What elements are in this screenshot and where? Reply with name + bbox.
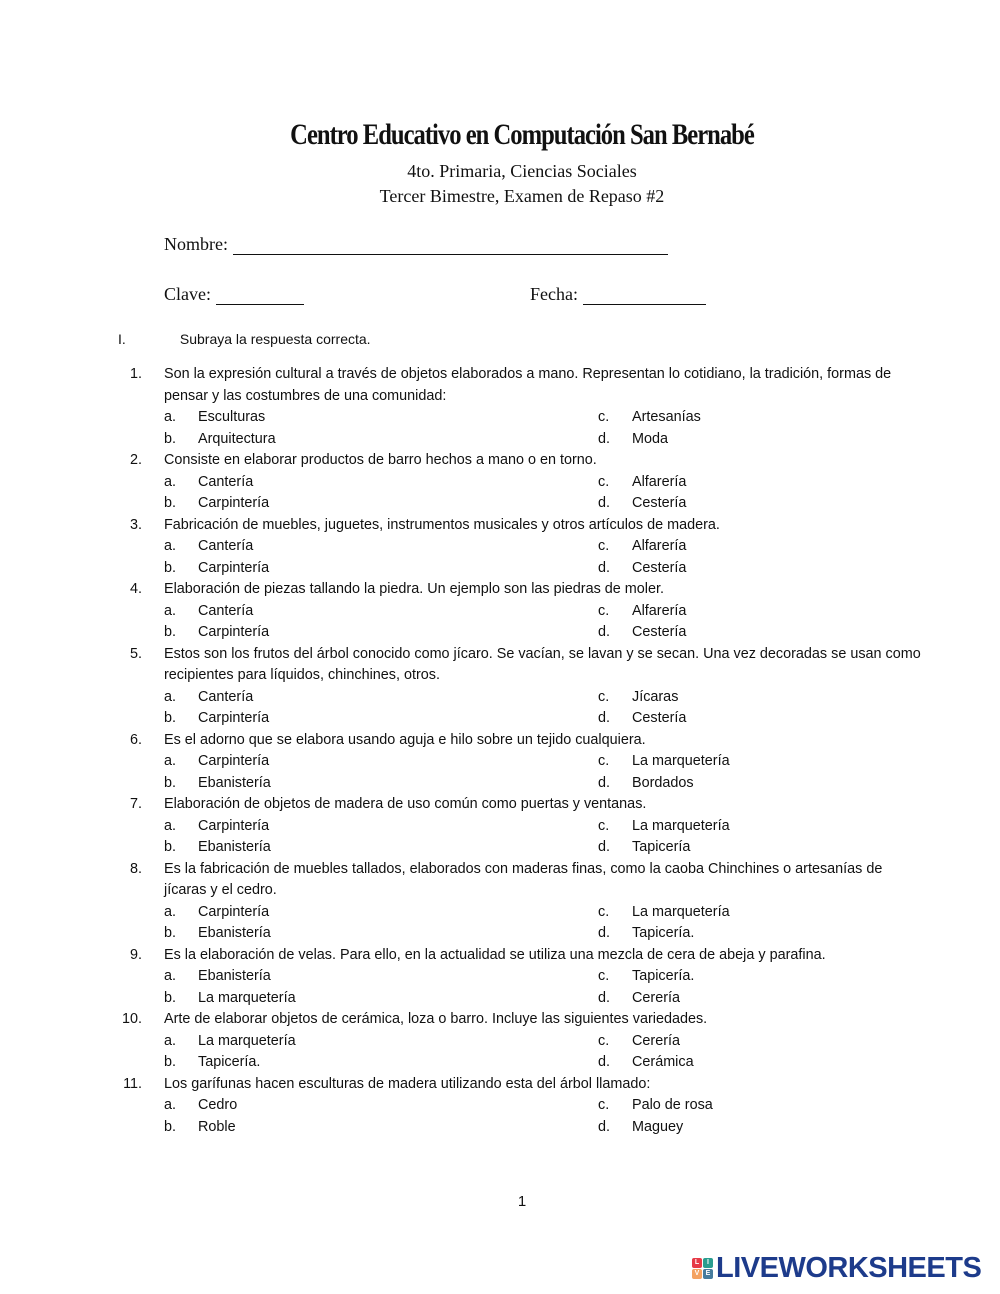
option-c[interactable]: [598, 751, 730, 773]
question-text: Fabricación de muebles, juguetes, instrumentos musicales y otros artículos de madera.: [164, 516, 720, 533]
option-text: Maguey: [632, 1118, 684, 1135]
option-text: Cerería: [632, 1032, 680, 1049]
option-a[interactable]: [164, 816, 269, 838]
options-row: [0, 493, 1000, 515]
option-letter: d.: [598, 710, 611, 726]
option-c[interactable]: [598, 966, 694, 988]
question-item: [0, 794, 1000, 859]
option-text: Bordados: [632, 774, 694, 791]
option-letter: b.: [164, 624, 177, 640]
option-text: Carpintería: [198, 495, 270, 511]
option-text: Tapicería.: [632, 925, 695, 941]
option-d[interactable]: [598, 708, 686, 730]
option-d[interactable]: [598, 923, 694, 945]
option-text: Cestería: [632, 710, 687, 726]
question-item: [0, 945, 1000, 1010]
option-b[interactable]: [164, 429, 276, 451]
clave-blank[interactable]: [216, 286, 304, 305]
option-text: Cestería: [632, 624, 687, 640]
option-letter: a.: [164, 817, 177, 834]
options-row: [0, 1031, 1000, 1053]
option-a[interactable]: [164, 1031, 296, 1053]
option-b[interactable]: [164, 988, 296, 1010]
question-text: Elaboración de piezas tallando la piedra. Un ejemplo son las piedras de moler.: [164, 581, 664, 597]
option-b[interactable]: [164, 493, 269, 515]
options-row: [0, 1052, 1000, 1074]
option-letter: c.: [598, 1032, 610, 1049]
option-letter: c.: [598, 903, 610, 920]
option-letter: d.: [598, 559, 611, 576]
option-b[interactable]: [164, 773, 271, 795]
option-letter: b.: [164, 559, 177, 576]
option-text: Cantería: [198, 688, 254, 705]
option-d[interactable]: [598, 988, 680, 1010]
question-item: [0, 730, 1000, 795]
question-text: Consiste en elaborar productos de barro hechos a mano o en torno.: [164, 452, 597, 468]
option-letter: d.: [598, 989, 611, 1006]
question-list: [0, 364, 1000, 1138]
option-letter: b.: [164, 1118, 177, 1135]
option-letter: c.: [598, 602, 610, 619]
options-row: [0, 687, 1000, 709]
option-text: La marquetería: [632, 903, 730, 920]
option-text: Roble: [198, 1118, 236, 1135]
question-number: 5.: [129, 645, 142, 662]
question-item: [0, 515, 1000, 580]
option-text: Carpintería: [198, 624, 270, 640]
option-letter: c.: [598, 817, 610, 834]
options-row: [0, 1117, 1000, 1139]
question-number: 7.: [129, 796, 142, 812]
options-row: [0, 407, 1000, 429]
fecha-field[interactable]: [530, 284, 706, 305]
option-letter: a.: [164, 1032, 177, 1049]
options-row: [0, 923, 1000, 945]
option-text: Carpintería: [198, 753, 270, 769]
option-text: Alfarería: [632, 473, 687, 490]
question-item: [0, 364, 1000, 450]
option-b[interactable]: [164, 837, 271, 859]
option-text: Cantería: [198, 602, 254, 619]
question-item: [0, 450, 1000, 515]
question-text: Es la fabricación de muebles tallados, elaborados con maderas finas, como la caoba Chinchines o artesanías de jícaras y el cedro.: [164, 860, 883, 898]
question-item: [0, 644, 1000, 730]
option-b[interactable]: [164, 622, 269, 644]
option-text: Cestería: [632, 495, 687, 511]
option-a[interactable]: [164, 687, 253, 709]
option-letter: d.: [598, 495, 611, 511]
nombre-label: Nombre:: [164, 234, 228, 254]
option-a[interactable]: [164, 407, 265, 429]
option-text: Tapicería.: [632, 968, 695, 984]
question-number: 8.: [129, 860, 142, 877]
option-letter: b.: [164, 925, 177, 941]
option-letter: c.: [598, 1097, 610, 1113]
options-row: [0, 622, 1000, 644]
option-text: Ebanistería: [198, 968, 271, 984]
option-b[interactable]: [164, 1052, 260, 1074]
option-letter: a.: [164, 538, 177, 554]
option-a[interactable]: [164, 536, 253, 558]
option-letter: c.: [598, 688, 610, 705]
option-text: Carpintería: [198, 903, 270, 920]
option-text: La marquetería: [198, 989, 296, 1006]
option-text: La marquetería: [632, 817, 730, 834]
option-text: Cerería: [632, 989, 680, 1006]
option-text: Esculturas: [198, 409, 266, 425]
question-number: 3.: [129, 516, 142, 533]
option-letter: c.: [598, 473, 610, 490]
page-number: 1: [517, 1193, 527, 1210]
options-row: [0, 751, 1000, 773]
options-row: [0, 1095, 1000, 1117]
option-letter: a.: [164, 602, 177, 619]
option-c[interactable]: [598, 902, 730, 924]
option-letter: d.: [598, 925, 611, 941]
option-d[interactable]: [598, 837, 690, 859]
option-c[interactable]: [598, 687, 678, 709]
option-text: Tapicería: [632, 839, 691, 855]
liveworksheets-logo: [692, 1252, 981, 1285]
option-letter: d.: [598, 774, 611, 791]
option-c[interactable]: [598, 1095, 713, 1117]
option-letter: b.: [164, 495, 177, 511]
options-row: [0, 773, 1000, 795]
option-text: Palo de rosa: [632, 1097, 713, 1113]
option-a[interactable]: [164, 966, 271, 988]
options-row: [0, 429, 1000, 451]
question-text: Arte de elaborar objetos de cerámica, loza o barro. Incluye las siguientes variedades.: [164, 1011, 708, 1027]
option-text: La marquetería: [198, 1032, 296, 1049]
option-d[interactable]: [598, 493, 686, 515]
option-text: Tapicería.: [198, 1054, 261, 1070]
option-letter: b.: [164, 710, 177, 726]
option-text: Carpintería: [198, 817, 270, 834]
option-text: Artesanías: [632, 409, 701, 425]
option-text: Alfarería: [632, 602, 687, 619]
question-number: 11.: [123, 1075, 142, 1092]
nombre-blank[interactable]: [233, 236, 668, 255]
option-b[interactable]: [164, 1117, 236, 1139]
option-c[interactable]: [598, 816, 730, 838]
option-letter: a.: [164, 409, 177, 425]
question-item: [0, 1009, 1000, 1074]
option-a[interactable]: [164, 751, 269, 773]
option-letter: d.: [598, 839, 611, 855]
logo-icon: L I V E: [692, 1258, 713, 1279]
option-d[interactable]: [598, 773, 694, 795]
option-letter: a.: [164, 968, 177, 984]
question-text: Elaboración de objetos de madera de uso común como puertas y ventanas.: [164, 796, 647, 812]
option-b[interactable]: [164, 923, 271, 945]
options-row: [0, 816, 1000, 838]
option-text: Cedro: [198, 1097, 238, 1113]
option-a[interactable]: [164, 1095, 237, 1117]
option-d[interactable]: [598, 622, 686, 644]
question-number: 1.: [129, 366, 142, 382]
option-text: Arquitectura: [198, 430, 276, 447]
option-b[interactable]: [164, 708, 269, 730]
option-d[interactable]: [598, 1117, 683, 1139]
exam-name: Tercer Bimestre, Examen de Repaso #2: [379, 186, 665, 206]
option-letter: a.: [164, 688, 177, 705]
option-d[interactable]: [598, 429, 668, 451]
option-letter: a.: [164, 473, 177, 490]
question-item: [0, 859, 1000, 945]
option-a[interactable]: [164, 902, 269, 924]
option-letter: a.: [164, 753, 177, 769]
question-text: Los garífunas hacen esculturas de madera utilizando esta del árbol llamado:: [164, 1075, 651, 1092]
option-letter: a.: [164, 903, 177, 920]
option-letter: c.: [598, 409, 610, 425]
options-row: [0, 472, 1000, 494]
option-text: Carpintería: [198, 559, 270, 576]
question-item: [0, 579, 1000, 644]
clave-field[interactable]: [164, 284, 304, 305]
option-d[interactable]: [598, 1052, 694, 1074]
option-c[interactable]: [598, 536, 686, 558]
section-heading: [118, 331, 371, 347]
question-number: 10.: [121, 1011, 142, 1027]
section-instruction: Subraya la respuesta correcta.: [179, 331, 371, 347]
option-text: La marquetería: [632, 753, 730, 769]
option-letter: d.: [598, 624, 611, 640]
option-b[interactable]: [164, 558, 269, 580]
question-number: 2.: [129, 452, 142, 468]
question-text: Son la expresión cultural a través de objetos elaborados a mano. Representan lo cotidiano, la tradición, formas de pensar y las costumbres de una comunidad:: [164, 366, 892, 404]
fecha-blank[interactable]: [583, 286, 706, 305]
option-text: Carpintería: [198, 710, 270, 726]
option-text: Jícaras: [632, 688, 679, 705]
option-text: Moda: [632, 430, 668, 447]
options-row: [0, 837, 1000, 859]
option-text: Cantería: [198, 473, 254, 490]
option-c[interactable]: [598, 472, 686, 494]
school-title: Centro Educativo en Computación San Bernabé: [290, 118, 754, 151]
option-letter: c.: [598, 968, 610, 984]
option-letter: c.: [598, 538, 610, 554]
option-text: Alfarería: [632, 538, 687, 554]
question-text: Es la elaboración de velas. Para ello, en la actualidad se utiliza una mezcla de cera de abeja y parafina.: [164, 946, 826, 963]
option-letter: b.: [164, 774, 177, 791]
options-row: [0, 558, 1000, 580]
option-text: Cantería: [198, 538, 254, 554]
question-number: 9.: [129, 946, 142, 963]
options-row: [0, 536, 1000, 558]
logo-text: LIVEWORKSHEETS: [716, 1252, 982, 1284]
option-text: Ebanistería: [198, 774, 271, 791]
option-a[interactable]: [164, 601, 253, 623]
question-text: Es el adorno que se elabora usando aguja e hilo sobre un tejido cualquiera.: [164, 731, 646, 748]
clave-label: Clave:: [164, 284, 211, 304]
question-number: 4.: [129, 581, 142, 597]
option-letter: c.: [598, 753, 610, 769]
options-row: [0, 988, 1000, 1010]
option-letter: d.: [598, 430, 611, 447]
option-letter: d.: [598, 1054, 611, 1070]
option-letter: b.: [164, 989, 177, 1006]
option-letter: a.: [164, 1097, 177, 1113]
options-row: [0, 601, 1000, 623]
option-text: Ebanistería: [198, 839, 271, 855]
question-number: 6.: [129, 731, 142, 748]
option-c[interactable]: [598, 601, 686, 623]
options-row: [0, 902, 1000, 924]
fecha-label: Fecha:: [530, 284, 578, 304]
nombre-field[interactable]: [164, 234, 668, 255]
option-text: Ebanistería: [198, 925, 271, 941]
option-a[interactable]: [164, 472, 253, 494]
section-number: I.: [118, 331, 126, 347]
option-c[interactable]: [598, 1031, 680, 1053]
option-text: Cestería: [632, 559, 687, 576]
options-row: [0, 708, 1000, 730]
question-item: [0, 1074, 1000, 1139]
question-text: Estos son los frutos del árbol conocido como jícaro. Se vacían, se lavan y se secan. Una vez decoradas se usan como recipientes para líquidos, chinchines, otros.: [164, 645, 921, 683]
option-text: Cerámica: [632, 1054, 694, 1070]
option-letter: b.: [164, 839, 177, 855]
option-letter: b.: [164, 430, 177, 447]
options-row: [0, 966, 1000, 988]
option-d[interactable]: [598, 558, 686, 580]
option-letter: b.: [164, 1054, 177, 1070]
option-letter: d.: [598, 1118, 611, 1135]
grade-subject: 4to. Primaria, Ciencias Sociales: [407, 161, 637, 181]
option-c[interactable]: [598, 407, 701, 429]
